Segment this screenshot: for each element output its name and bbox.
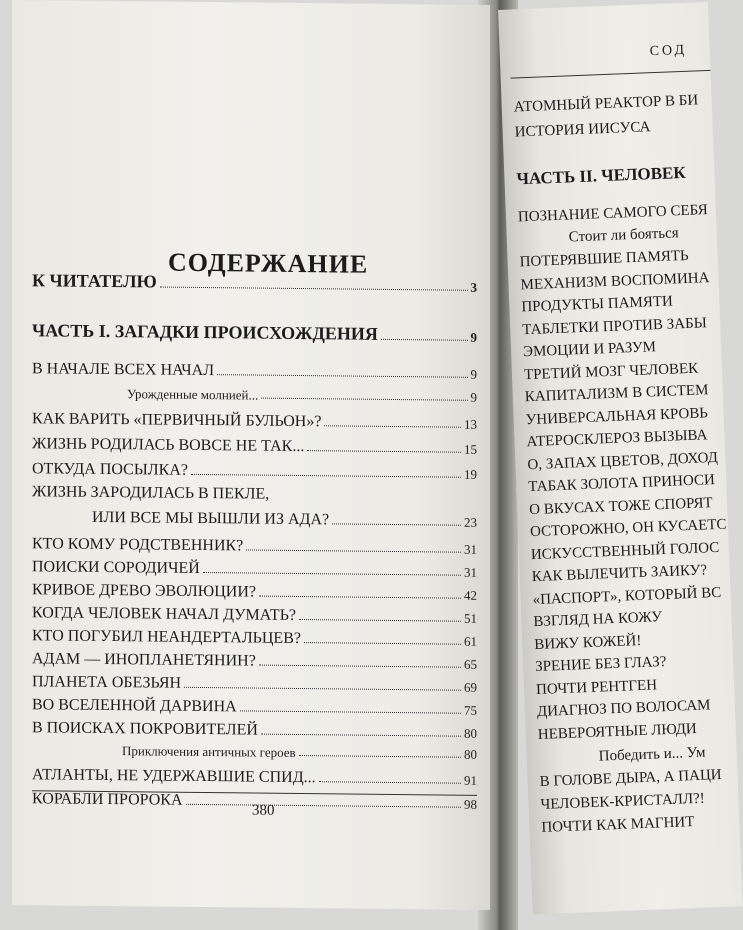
toc-entry-title: КАК ВАРИТЬ «ПЕРВИЧНЫЙ БУЛЬОН»? [32, 410, 322, 431]
toc-leader-dots [261, 733, 461, 737]
toc-entry [92, 509, 477, 531]
right-toc-entry: НЕВЕРОЯТНЫЕ ЛЮДИ [537, 720, 698, 743]
toc-entry [32, 360, 477, 383]
toc-leader-dots [381, 338, 468, 341]
toc-entry [127, 386, 477, 406]
right-toc-entry: «ПАСПОРТ», КОТОРЫЙ ВС [532, 584, 722, 609]
right-toc-entry: О ВКУСАХ ТОЖЕ СПОРЯТ [528, 495, 714, 519]
header-rule [511, 70, 711, 79]
toc-leader-dots [259, 595, 461, 599]
toc-entry-title: ПЛАНЕТА ОБЕЗЬЯН [32, 673, 182, 692]
right-toc-entry: ВЗГЛЯД НА КОЖУ [533, 609, 663, 631]
right-toc-entry: Победить и... Ум [598, 744, 706, 765]
toc-entry-title: Приключения античных героев [122, 743, 296, 760]
toc-leader-dots [299, 754, 461, 758]
toc-entry-title: ЖИЗНЬ РОДИЛАСЬ ВОВСЕ НЕ ТАК... [32, 435, 305, 456]
right-toc-entry: ОСТОРОЖНО, ОН КУСАЕТС [529, 516, 727, 541]
right-toc-entry: ПОЧТИ РЕНТГЕН [535, 677, 658, 699]
toc-entry [32, 460, 477, 483]
toc-entry-title: КОГДА ЧЕЛОВЕК НАЧАЛ ДУМАТЬ? [32, 604, 296, 624]
toc-entry-page: 61 [464, 633, 477, 649]
toc-leader-dots [246, 548, 461, 552]
left-page [12, 0, 490, 910]
right-toc-entry: АТЕРОСКЛЕРОЗ ВЫЗЫВА [526, 427, 708, 451]
toc-entry-page: 13 [464, 416, 477, 432]
toc-leader-dots [217, 373, 467, 378]
toc-entry-title: КТО КОМУ РОДСТВЕННИК? [32, 535, 244, 555]
toc-leader-dots [319, 780, 461, 783]
right-toc-entry: ЗРЕНИЕ БЕЗ ГЛАЗ? [534, 654, 667, 676]
toc-entry-page: 65 [464, 656, 477, 672]
toc-entry [32, 650, 477, 673]
toc-entry-page: 23 [464, 514, 477, 530]
toc-entry [32, 673, 477, 696]
right-toc-entry: ПОЗНАНИЕ САМОГО СЕБЯ [517, 202, 709, 226]
toc-entry [32, 483, 477, 506]
toc-leader-dots [259, 664, 461, 668]
toc-leader-dots [160, 286, 468, 291]
toc-leader-dots [261, 397, 467, 401]
toc-entry-page: 51 [464, 610, 477, 626]
right-toc-entry: ПРОДУКТЫ ПАМЯТИ [521, 293, 674, 316]
toc-leader-dots [299, 618, 461, 622]
right-toc-entry: КАК ВЫЛЕЧИТЬ ЗАИКУ? [531, 562, 708, 586]
right-toc-entry: ТАБЛЕТКИ ПРОТИВ ЗАБЫ [522, 315, 708, 339]
toc-leader-dots [203, 571, 461, 576]
right-toc-entry: ЧАСТЬ II. ЧЕЛОВЕК [516, 162, 686, 189]
toc-entry-page: 9 [470, 329, 477, 345]
right-toc-entry: КАПИТАЛИЗМ В СИСТЕМ [524, 382, 709, 406]
toc-entry [32, 766, 477, 789]
toc-entry [32, 435, 477, 458]
toc-entry-title: ОТКУДА ПОСЫЛКА? [32, 460, 188, 479]
right-toc-entry: Стоит ли бояться [568, 225, 679, 246]
right-toc-entry: ТРЕТИЙ МОЗГ ЧЕЛОВЕК [523, 360, 699, 384]
toc-entry [32, 696, 477, 719]
toc-entry-page: 9 [470, 366, 477, 382]
right-toc-entry: МЕХАНИЗМ ВОСПОМИНА [520, 270, 710, 294]
toc-entry-title: ЧАСТЬ I. ЗАГАДКИ ПРОИСХОЖДЕНИЯ [32, 320, 378, 344]
toc-entry-title: ВО ВСЕЛЕННОЙ ДАРВИНА [32, 696, 237, 716]
toc-leader-dots [186, 803, 461, 808]
toc-entry-title: ПОИСКИ СОРОДИЧЕЙ [32, 558, 200, 577]
toc-entry-title: В ПОИСКАХ ПОКРОВИТЕЛЕЙ [32, 719, 258, 739]
toc-entry-page: 3 [470, 279, 477, 295]
right-page [498, 2, 743, 914]
contents-title: СОДЕРЖАНИЕ [168, 247, 369, 279]
toc-entry-title: К ЧИТАТЕЛЮ [32, 270, 157, 292]
right-toc-entry: В ГОЛОВЕ ДЫРА, А ПАЦИ [539, 766, 722, 790]
toc-entry-page: 75 [464, 702, 477, 718]
right-toc-entry: ИСКУССТВЕННЫЙ ГОЛОС [530, 539, 720, 564]
toc-entry-page: 98 [464, 796, 477, 812]
toc-entry-page: 91 [464, 772, 477, 788]
toc-entry-page: 69 [464, 679, 477, 695]
toc-entry-page: 80 [464, 725, 477, 741]
toc-entry-title: ИЛИ ВСЕ МЫ ВЫШЛИ ИЗ АДА? [92, 508, 330, 529]
toc-entry [32, 270, 477, 296]
toc-entry-title: Урожденные молнией... [127, 386, 259, 403]
toc-entry-title: АДАМ — ИНОПЛАНЕТЯНИН? [32, 650, 256, 670]
toc-leader-dots [307, 449, 461, 453]
right-toc-entry: О, ЗАПАХ ЦВЕТОВ, ДОХОД [527, 449, 719, 474]
toc-leader-dots [332, 522, 461, 525]
toc-entry-page: 42 [464, 587, 477, 603]
right-toc-entry: ДИАГНОЗ ПО ВОЛОСАМ [536, 697, 711, 721]
toc-entry-page: 19 [464, 466, 477, 482]
right-toc-entry: ТАБАК ЗОЛОТА ПРИНОСИ [528, 472, 716, 496]
toc-leader-dots [191, 473, 461, 478]
right-toc-entry: ПОЧТИ КАК МАГНИТ [541, 814, 695, 836]
toc-entry [32, 581, 477, 604]
toc-entry [32, 627, 477, 650]
right-toc-entry: ПОТЕРЯВШИЕ ПАМЯТЬ [519, 247, 689, 271]
toc-entry-title: КРИВОЕ ДРЕВО ЭВОЛЮЦИИ? [32, 581, 256, 601]
page-number: 380 [252, 802, 275, 819]
toc-entry [32, 604, 477, 627]
running-header: СОД [649, 42, 688, 60]
right-toc-entry: ЭМОЦИИ И РАЗУМ [522, 339, 657, 361]
toc-entry [32, 320, 477, 346]
right-toc-entry: ВИЖУ КОЖЕЙ! [534, 632, 642, 654]
toc-entry [32, 719, 477, 742]
toc-entry-page: 15 [464, 441, 477, 457]
toc-leader-dots [184, 686, 461, 691]
right-toc-entry: АТОМНЫЙ РЕАКТОР В БИ [513, 92, 699, 116]
toc-entry-title: АТЛАНТЫ, НЕ УДЕРЖАВШИЕ СПИД... [32, 766, 316, 787]
toc-entry [122, 743, 477, 763]
right-toc-entry: ИСТОРИЯ ИИСУСА [514, 119, 651, 141]
toc-leader-dots [304, 641, 461, 645]
right-toc-entry: ЧЕЛОВЕК-КРИСТАЛЛ?! [540, 790, 706, 813]
toc-entry [32, 535, 477, 558]
toc-entry-title: В НАЧАЛЕ ВСЕХ НАЧАЛ [32, 360, 215, 380]
toc-entry-title: КТО ПОГУБИЛ НЕАНДЕРТАЛЬЦЕВ? [32, 627, 301, 648]
toc-entry-page: 31 [464, 541, 477, 557]
toc-entry-title: КОРАБЛИ ПРОРОКА [32, 790, 183, 809]
right-toc-entry: УНИВЕРСАЛЬНАЯ КРОВЬ [525, 405, 709, 429]
toc-leader-dots [240, 709, 461, 713]
toc-entry-page: 9 [470, 389, 477, 405]
toc-entry [32, 410, 477, 433]
toc-entry-page: 80 [464, 746, 477, 762]
toc-entry [32, 558, 477, 581]
toc-entry-page: 31 [464, 564, 477, 580]
toc-leader-dots [324, 424, 461, 427]
toc-entry-title: ЖИЗНЬ ЗАРОДИЛАСЬ В ПЕКЛЕ, [32, 483, 270, 503]
